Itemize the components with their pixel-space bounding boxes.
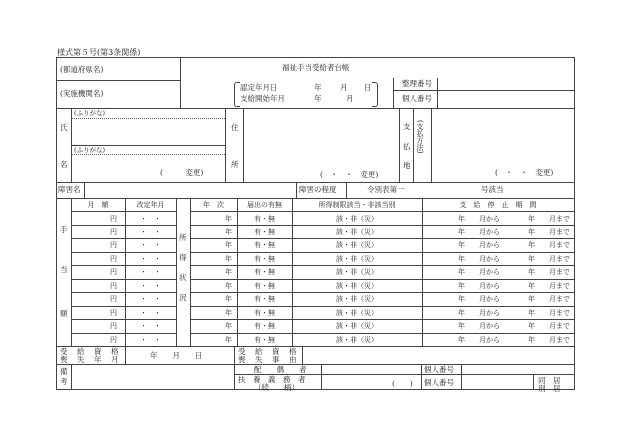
pay-label-2: 払 (403, 142, 411, 151)
loss-label-2: 喪 失 年 月 (60, 355, 120, 364)
start-year: 年 (314, 94, 322, 103)
supporter-personal-no-label: 個人番号 (424, 378, 454, 387)
row-report: 有・無 (254, 268, 275, 277)
cert-year: 年 (314, 83, 322, 92)
allowance-label-2: 当 (60, 265, 68, 274)
row-amount: 円 (110, 268, 117, 277)
row-revision-date: ・ ・ (140, 281, 161, 290)
row-fiscal-year: 年 (225, 322, 232, 331)
start-date-label: 支給開始年月 (240, 94, 285, 103)
pay-change: ( ・ ・ 変更) (495, 168, 554, 177)
loss-label-1: 受 給 資 格 (60, 347, 120, 356)
row-revision-date: ・ ・ (140, 241, 161, 250)
form-number: 様式第５号(第3条関係) (57, 48, 141, 57)
cohabit-label: 同 居 (538, 376, 561, 385)
row-report: 有・無 (254, 281, 275, 290)
row-suspension-to: 年 月まで (528, 295, 570, 304)
row-amount: 円 (110, 295, 117, 304)
row-revision-date: ・ ・ (140, 295, 161, 304)
row-amount: 円 (110, 322, 117, 331)
row-fiscal-year: 年 (225, 268, 232, 277)
row-amount: 円 (110, 281, 117, 290)
row-suspension-from: 年 月から (458, 335, 500, 344)
income-label-1: 所 (179, 233, 187, 242)
row-suspension-from: 年 月から (458, 281, 500, 290)
income-label-4: 況 (179, 293, 187, 302)
separate-label: 別 居 (538, 384, 561, 393)
prefecture-label: (都道府県名) (60, 65, 104, 74)
row-income-limit: 該・非（災） (336, 308, 378, 317)
row-suspension-to: 年 月まで (528, 308, 570, 317)
spouse-label: 配 偶 者 (254, 365, 307, 374)
furigana-2: (ふりがな) (74, 146, 106, 154)
row-amount: 円 (110, 308, 117, 317)
row-suspension-from: 年 月から (458, 295, 500, 304)
relation-label: （続 柄） (254, 383, 299, 392)
page-title: 福祉手当受給者台帳 (282, 63, 350, 72)
row-suspension-from: 年 月から (458, 308, 500, 317)
col-revision: 改定年月 (136, 201, 165, 209)
address-label-lower: 所 (231, 160, 239, 169)
furigana-1: (ふりがな) (74, 109, 106, 117)
row-suspension-from: 年 月から (458, 227, 500, 236)
agency-label: (実施機関名) (60, 89, 104, 98)
allowance-label-3: 額 (60, 309, 68, 318)
row-income-limit: 該・非（災） (336, 322, 378, 331)
col-fiscal-year: 年 次 (203, 201, 224, 209)
loss-reason-2: 喪 失 事 由 (238, 355, 298, 364)
row-suspension-from: 年 月から (458, 322, 500, 331)
row-fiscal-year: 年 (225, 227, 232, 236)
row-suspension-from: 年 月から (458, 268, 500, 277)
row-amount: 円 (110, 254, 117, 263)
row-income-limit: 該・非（災） (336, 241, 378, 250)
row-revision-date: ・ ・ (140, 227, 161, 236)
row-income-limit: 該・非（災） (336, 227, 378, 236)
row-fiscal-year: 年 (225, 335, 232, 344)
row-suspension-to: 年 月まで (528, 322, 570, 331)
cert-day: 日 (364, 83, 372, 92)
row-amount: 円 (110, 214, 117, 223)
row-suspension-from: 年 月から (458, 214, 500, 223)
supporter-label: 扶 養 義 務 者 (238, 375, 306, 384)
disability-name-label: 障害名 (58, 185, 81, 194)
row-report: 有・無 (254, 295, 275, 304)
row-fiscal-year: 年 (225, 214, 232, 223)
cert-date-label: 認定年月日 (240, 83, 278, 92)
start-month: 月 (346, 94, 354, 103)
pay-label-1: 支 (403, 122, 411, 131)
spouse-personal-no-label: 個人番号 (424, 365, 454, 374)
row-report: 有・無 (254, 227, 275, 236)
row-fiscal-year: 年 (225, 254, 232, 263)
income-label-3: 状 (179, 273, 187, 282)
relation-paren: ( ) (392, 379, 413, 388)
right-brace (372, 82, 378, 107)
remarks-label-2: 考 (60, 377, 68, 386)
row-suspension-to: 年 月まで (528, 268, 570, 277)
row-revision-date: ・ ・ (140, 335, 161, 344)
row-income-limit: 該・非（災） (336, 214, 378, 223)
name-change: ( 変更) (160, 168, 204, 177)
address-label-upper: 住 (231, 123, 239, 132)
row-income-limit: 該・非（災） (336, 335, 378, 344)
row-income-limit: 該・非（災） (336, 295, 378, 304)
remarks-label-1: 備 (60, 367, 68, 376)
row-report: 有・無 (254, 335, 275, 344)
cert-month: 月 (340, 83, 348, 92)
row-suspension-from: 年 月から (458, 254, 500, 263)
row-suspension-from: 年 月から (458, 241, 500, 250)
personal-no-label: 個人番号 (402, 94, 432, 103)
income-label-2: 得 (179, 253, 187, 262)
row-fiscal-year: 年 (225, 241, 232, 250)
row-suspension-to: 年 月まで (528, 254, 570, 263)
col-suspension: 支 給 停 止 期 間 (459, 201, 537, 209)
row-report: 有・無 (254, 322, 275, 331)
row-revision-date: ・ ・ (140, 254, 161, 263)
row-report: 有・無 (254, 214, 275, 223)
row-fiscal-year: 年 (225, 308, 232, 317)
col-income-limit: 所得制限該当・非該当別 (318, 201, 396, 209)
row-revision-date: ・ ・ (140, 308, 161, 317)
address-change: ( ・ ・ 変更) (320, 170, 379, 179)
loss-reason-1: 受 給 資 格 (238, 347, 298, 356)
table-label: 令別表第一 (367, 185, 405, 194)
row-amount: 円 (110, 241, 117, 250)
loss-date: 年 月 日 (150, 351, 203, 360)
item-label: 号該当 (481, 185, 504, 194)
name-label-upper: 氏 (60, 123, 68, 132)
row-suspension-to: 年 月まで (528, 214, 570, 223)
pay-method: (支払方法) (416, 120, 424, 154)
row-revision-date: ・ ・ (140, 268, 161, 277)
row-amount: 円 (110, 335, 117, 344)
ref-no-label: 整理番号 (402, 79, 432, 88)
row-revision-date: ・ ・ (140, 322, 161, 331)
name-label-lower: 名 (60, 160, 68, 169)
row-fiscal-year: 年 (225, 281, 232, 290)
row-income-limit: 該・非（災） (336, 281, 378, 290)
row-amount: 円 (110, 227, 117, 236)
col-report: 届出の有無 (247, 201, 282, 209)
row-revision-date: ・ ・ (140, 214, 161, 223)
row-fiscal-year: 年 (225, 295, 232, 304)
row-suspension-to: 年 月まで (528, 335, 570, 344)
disability-degree-label: 障害の程度 (299, 185, 337, 194)
row-income-limit: 該・非（災） (336, 254, 378, 263)
pay-label-3: 地 (403, 161, 411, 170)
row-suspension-to: 年 月まで (528, 281, 570, 290)
col-month-amount: 月 額 (87, 201, 109, 209)
row-suspension-to: 年 月まで (528, 227, 570, 236)
row-income-limit: 該・非（災） (336, 268, 378, 277)
allowance-label-1: 手 (60, 225, 68, 234)
row-suspension-to: 年 月まで (528, 241, 570, 250)
row-report: 有・無 (254, 308, 275, 317)
row-report: 有・無 (254, 241, 275, 250)
row-report: 有・無 (254, 254, 275, 263)
